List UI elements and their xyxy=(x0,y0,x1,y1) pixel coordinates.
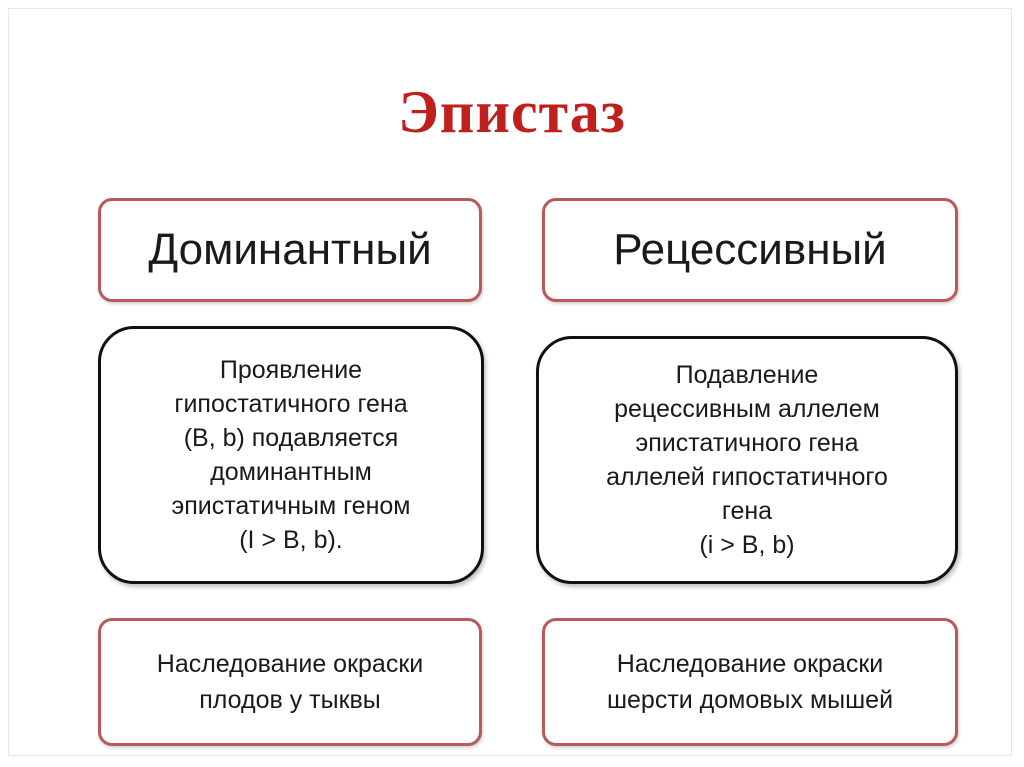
recessive-heading: Рецессивный xyxy=(613,225,887,274)
dominant-description: Проявление гипостатичного гена (В, b) подавляется доминантным эпистатичным геном (I > В, b). xyxy=(171,356,411,554)
dominant-example: Наследование окраски плодов у тыквы xyxy=(156,650,424,714)
recessive-example-box xyxy=(542,618,958,746)
recessive-example: Наследование окраски шерсти домовых мышей xyxy=(606,650,894,714)
recessive-heading-box xyxy=(542,198,958,302)
dominant-example-box xyxy=(98,618,482,746)
recessive-description: Подавление рецессивным аллелем эпистатичного гена аллелей гипостатичного гена (i > В, b) xyxy=(606,361,888,559)
slide-title: Эпистаз xyxy=(398,79,626,145)
recessive-description-box xyxy=(536,336,958,584)
dominant-heading: Доминантный xyxy=(148,225,432,274)
dominant-description-box xyxy=(98,326,484,584)
dominant-heading-box xyxy=(98,198,482,302)
